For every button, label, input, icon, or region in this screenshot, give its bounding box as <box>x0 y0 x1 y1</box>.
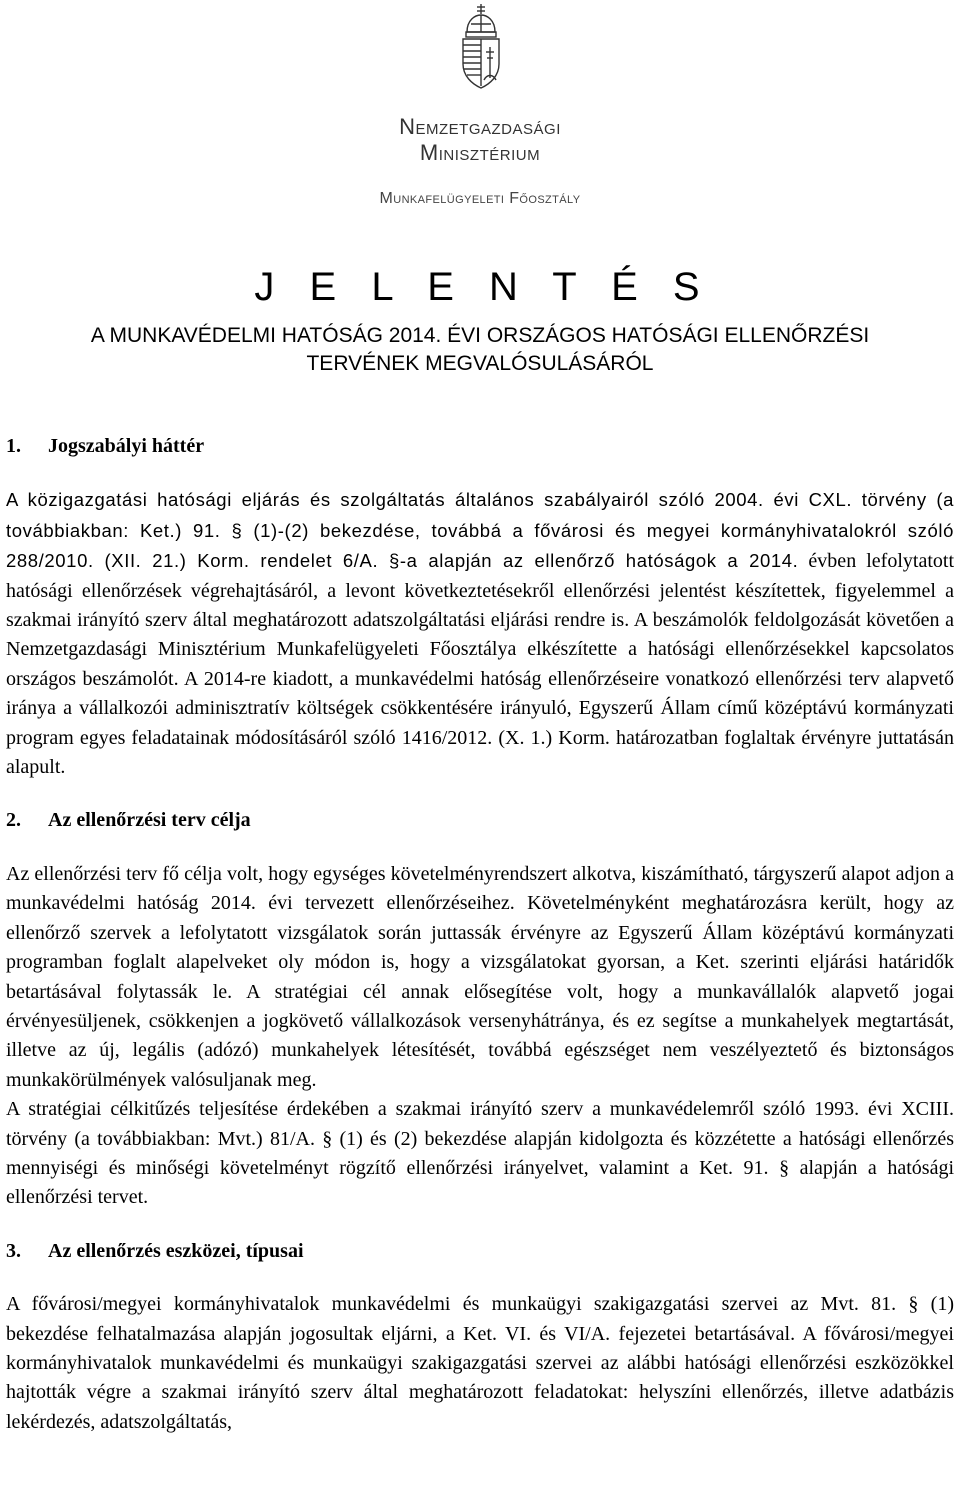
section-heading <box>6 432 954 461</box>
paragraph-run: A fővárosi/megyei kormányhivatalok munkavédelmi és munkaügyi szakigazgatási szervei az Mvt. 81. § (1) bekezdése felhatalmazása alapján jogosultak eljárni, a Ket. VI. és VI/A. fejezetei betartásával. A fővárosi/megyei kormányhivatalok munkavédelmi és munkaügyi szakigazgatási szervei az alábbi hatósági ellenőrzési eszközökkel hajtották végre a szakmai irányító szerv által meghatározott feladatokat: helyszíni ellenőrzés, illetve adatbázis lekérdezés, adatszolgáltatás, <box>6 1293 954 1433</box>
document-subtitle-line2: TERVÉNEK MEGVALÓSULÁSÁRÓL <box>306 352 654 375</box>
ministry-name-line2: Minisztérium <box>419 140 541 165</box>
document-subtitle-line1: A MUNKAVÉDELMI HATÓSÁG 2014. ÉVI ORSZÁGOS HATÓSÁGI ELLENŐRZÉSI <box>90 324 870 347</box>
department-name: Munkafelügyeleti Főosztály <box>379 190 581 207</box>
section-number: 1. <box>6 435 21 457</box>
section-title: Az ellenőrzési terv célja <box>48 809 251 832</box>
section-heading <box>6 806 954 835</box>
paragraph-run: A stratégiai célkitűzés teljesítése érdekében a szakmai irányító szerv a munkavédelemről szóló 1993. évi XCIII. törvény (a továbbiakban: Mvt.) 81/A. § (1) és (2) bekezdése alapján kidolgozta és közzétette a hatósági ellenőrzés mennyiségi és minőségi követelményt rögzítő ellenőrzési irányelvet, valamint a Ket. 91. § alapján a hatósági ellenőrzési tervet. <box>6 1098 954 1209</box>
section-paragraph <box>6 485 954 782</box>
document-body <box>6 432 954 1437</box>
hungarian-coat-of-arms-icon <box>455 2 507 94</box>
document-title: J E L E N T É S <box>254 265 712 309</box>
paragraph-run: A közigazgatási hatósági eljárás és szolgáltatás általános szabályairól szóló 2004. évi CXL. törvény (a továbbiakban: Ket.) 91. § (1)-(2) bekezdése, továbbá a fővárosi és megyei kormányhivatalokról szóló 288/2010. (XII. 21.) Korm. rendelet 6/A. §-a alapján az ellenőrző hatóságok a 2014. <box>6 489 954 572</box>
section-title: Jogszabályi háttér <box>48 435 205 457</box>
section-heading <box>6 1237 954 1266</box>
paragraph-run: évben lefolytatott hatósági ellenőrzések végrehajtásáról, a levont következtetésekről ellenőrzési jelentést készítettek, figyelemmel a szakmai irányító szerv által meghatározott adatszolgáltatási eljárási rendre is. A beszámolók feldolgozását követően a Nemzetgazdasági Minisztérium Munkafelügyeleti Főosztálya elkészítette a hatósági ellenőrzésekkel kapcsolatos országos beszámolót. A 2014-re kiadott, a munkavédelmi hatóság ellenőrzéseire vonatkozó ellenőrzési terv alapvető iránya a vállalkozói adminisztratív költségek csökkentésére irányuló, Egyszerű Állam című középtávú kormányzati program egyes feladatainak módosításáról szóló 1416/2012. (X. 1.) Korm. határozatban foglaltak érvényre juttatásán alapult. <box>6 550 955 779</box>
section-paragraph <box>6 1095 954 1213</box>
section-paragraph <box>6 860 954 1095</box>
section-number: 3. <box>6 1239 21 1262</box>
section-number: 2. <box>6 809 21 832</box>
section-title: Az ellenőrzés eszközei, típusai <box>48 1239 304 1262</box>
ministry-name-line1: Nemzetgazdasági <box>399 114 561 139</box>
section-paragraph <box>6 1290 954 1437</box>
paragraph-run: Az ellenőrzési terv fő célja volt, hogy egységes követelményrendszert alkotva, kiszámítható, tárgyszerű alapot adjon a munkavédelmi hatóság 2014. évi tervezett ellenőrzéseihez. Követelményként meghatározásra került, hogy az ellenőrző szervek a lefolytatott vizsgálatok során juttassák érvényre az Egyszerű Állam középtávú kormányzati programban foglalt alapelveket oly módon is, hogy a vizsgálatokat gyorsan, a Ket. szerinti eljárási határidők betartásával folytassák le. A stratégiai cél annak elősegítése volt, hogy a munkavállalók alapvető jogai érvényesüljenek, csökkenjen a jogkövető vállalkozások versenyhátránya, és ez segítse a munkahelyek megtartását, illetve az új, legális (adózó) munkahelyek létesítését, továbbá egészséget nem veszélyeztető és biztonságos munkakörülmények valósuljanak meg. <box>6 862 954 1091</box>
